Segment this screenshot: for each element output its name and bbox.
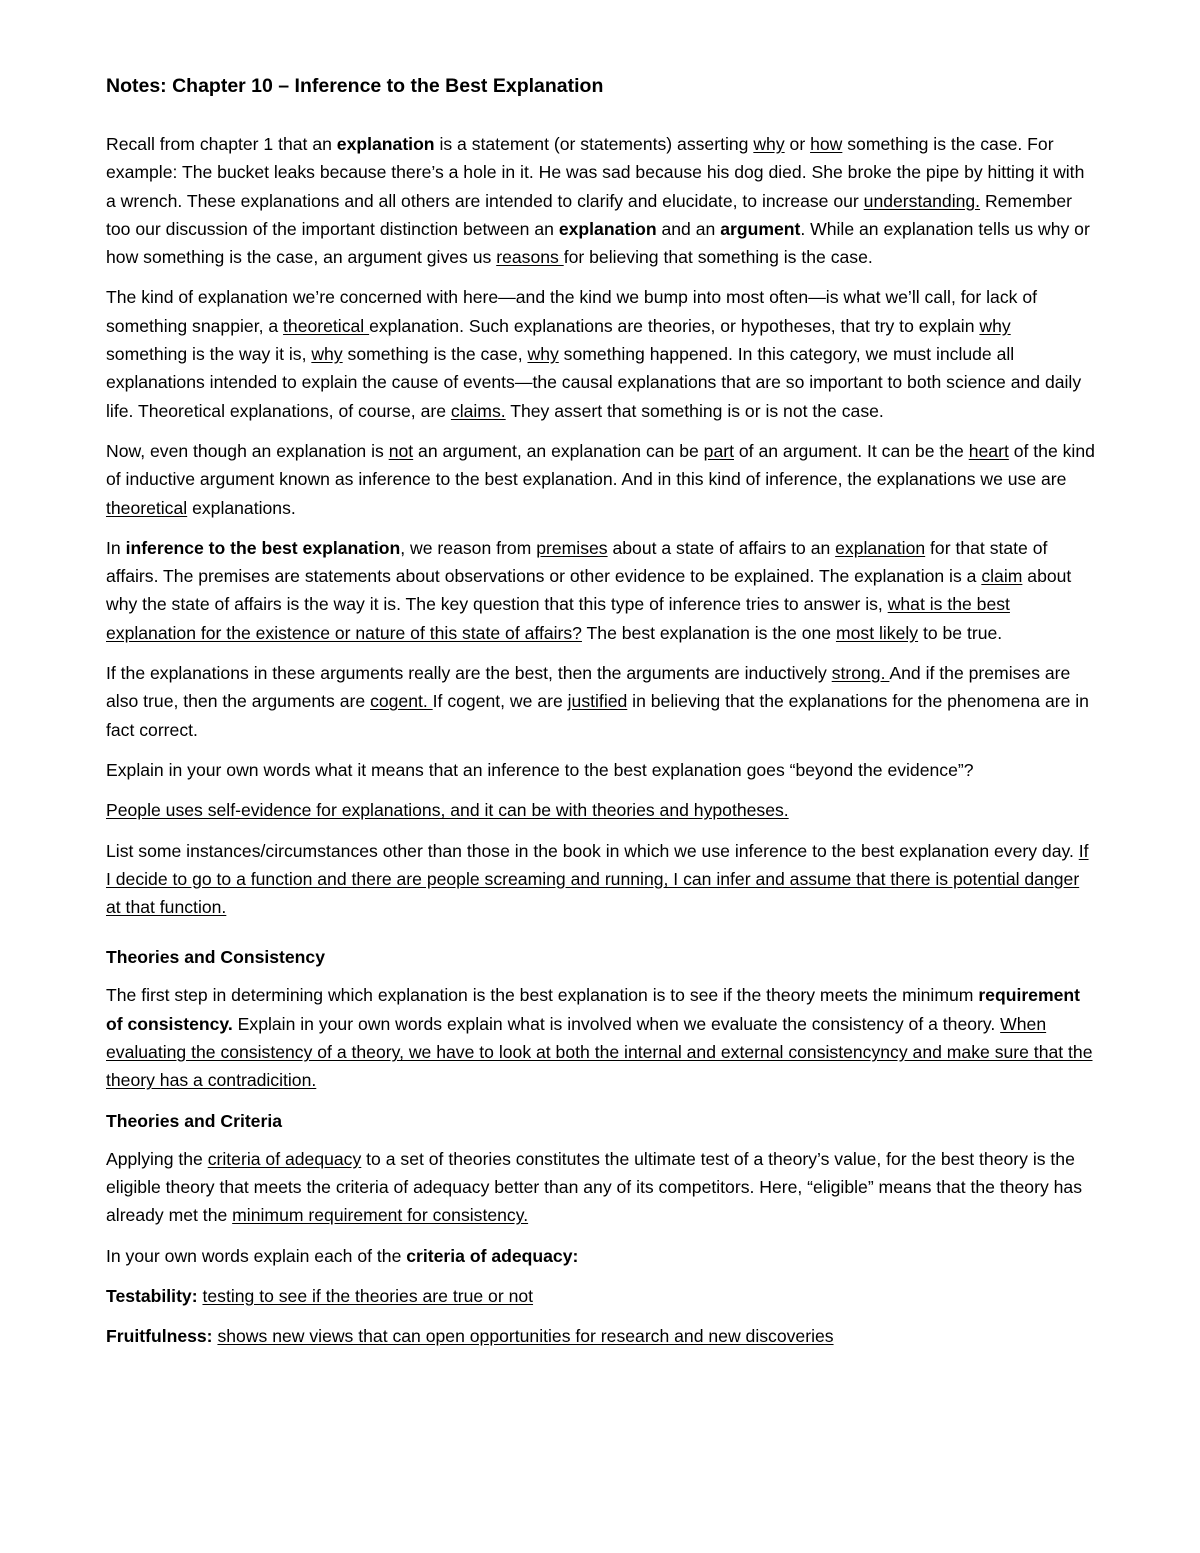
underlined-term: explanation <box>835 537 926 558</box>
text-span: In <box>106 537 126 558</box>
underlined-term: why <box>527 344 559 365</box>
answer-text: If I decide to go to a function and there are people screaming and running, I can infer and assume that there is potential danger at that function. <box>106 840 1089 918</box>
text-span: and an <box>656 218 721 239</box>
text-span: In your own words explain each of the <box>106 1245 407 1266</box>
text-span: If the explanations in these arguments really are the best, then the arguments are inductively <box>106 663 832 684</box>
paragraph-criteria-intro <box>106 1242 1096 1270</box>
criterion-testability <box>106 1282 1096 1310</box>
answer-text: testing to see if the theories are true or not <box>202 1285 534 1306</box>
bold-term: inference to the best explanation <box>125 537 401 558</box>
answer-text: When evaluating the consistency of a theory, we have to look at both the internal and external consistencyncy and make sure that the theory has a contradicition. <box>106 1013 1093 1091</box>
text-span: The kind of explanation we’re concerned with here—and the kind we bump into most often—is what we’ll call, for lack of something snappier, a <box>106 287 1037 336</box>
underlined-term: reasons <box>496 247 564 268</box>
underlined-term: not <box>388 440 414 461</box>
answer-beyond-evidence <box>106 796 1096 824</box>
bold-term: explanation <box>558 218 657 239</box>
underlined-term: how <box>810 134 843 154</box>
section-heading-criteria: Theories and Criteria <box>106 1110 282 1131</box>
text-span: explanation. Such explanations are theories, or hypotheses, that try to explain <box>369 315 980 336</box>
underlined-term: understanding. <box>863 190 981 211</box>
paragraph-inference-definition <box>106 534 1096 647</box>
bold-term: criteria of adequacy: <box>406 1245 579 1266</box>
underlined-term: claim <box>981 566 1023 587</box>
text-span: . While an explanation tells us why or how something is the case, an argument gives us <box>106 218 1090 268</box>
paragraph-explanation-intro <box>106 130 1096 271</box>
text-span: , we reason from <box>400 537 537 558</box>
underlined-term: why <box>979 315 1011 336</box>
bold-term: explanation <box>336 134 435 154</box>
underlined-term: what is the best explanation for the existence or nature of this state of affairs? <box>106 594 1010 643</box>
text-span: is a statement (or statements) asserting <box>434 134 754 154</box>
criterion-fruitfulness <box>106 1322 1096 1350</box>
question-beyond-evidence: Explain in your own words what it means that an inference to the best explanation goes “beyond the evidence”? <box>106 759 974 780</box>
text-span: Applying the <box>106 1148 208 1169</box>
underlined-term: minimum requirement for consistency. <box>232 1205 529 1226</box>
text-span: something happened. In this category, we must include all explanations intended to explain the cause of events—the causal explanations that are so important to both science and daily life. Theoretical explanations, of course, are <box>106 344 1082 421</box>
text-span: And if the premises are also true, then the arguments are <box>106 663 1071 712</box>
underlined-term: most likely <box>835 622 919 643</box>
underlined-term: justified <box>567 691 628 712</box>
paragraph-strong-cogent <box>106 659 1096 744</box>
answer-text: People uses self-evidence for explanations, and it can be with theories and hypotheses. <box>106 800 789 821</box>
document-page <box>106 72 1096 1362</box>
text-span: an argument, an explanation can be <box>413 440 704 461</box>
text-span: something is the way it is, <box>106 344 312 365</box>
criterion-label: Testability: <box>106 1285 198 1306</box>
paragraph-consistency <box>106 981 1096 1094</box>
underlined-term: part <box>703 440 734 461</box>
criterion-label: Fruitfulness: <box>106 1326 213 1347</box>
text-span: Now, even though an explanation is <box>106 440 389 461</box>
underlined-term: heart <box>968 440 1009 461</box>
text-span: to a set of theories constitutes the ultimate test of a theory’s value, for the best theory is the eligible theory that meets the criteria of adequacy better than any of its competitors. Here, “eligible” means that the theory has already met the <box>106 1148 1082 1226</box>
underlined-term: premises <box>536 537 608 558</box>
text-span: Recall from chapter 1 that an <box>106 134 337 154</box>
text-span: for that state of affairs. The premises are statements about observations or other evidence to be explained. The explanation is a <box>106 537 1048 587</box>
text-span: explanations. <box>187 497 296 518</box>
underlined-term: why <box>311 344 343 365</box>
text-span: something is the case, <box>342 344 528 365</box>
text-span: or <box>784 134 811 154</box>
text-span: Remember too our discussion of the important distinction between an <box>106 190 1072 239</box>
text-span: to be true. <box>918 622 1003 643</box>
text-span: something is the case. For example: The bucket leaks because there’s a hole in it. He was sad because his dog died. She broke the pipe by hitting it with a wrench. These explanations and all others are intended to clarify and elucidate, to increase our <box>106 134 1085 211</box>
text-span: in believing that the explanations for the phenomena are in fact correct. <box>106 691 1089 740</box>
answer-text: shows new views that can open opportunities for research and new discoveries <box>217 1326 834 1347</box>
page-title: Notes: Chapter 10 – Inference to the Best Explanation <box>106 75 604 97</box>
text-span: If cogent, we are <box>432 691 568 712</box>
question-everyday-instances <box>106 837 1096 922</box>
text-span: of an argument. It can be the <box>734 440 969 461</box>
text-span: List some instances/circumstances other than those in the book in which we use inference to the best explanation every day. <box>106 840 1079 861</box>
underlined-term: cogent. <box>370 691 433 712</box>
underlined-term: claims. <box>450 400 506 421</box>
underlined-term: theoretical <box>106 497 188 518</box>
text-span: for believing that something is the case. <box>563 247 873 268</box>
text-span: Explain in your own words explain what is involved when we evaluate the consistency of a theory. <box>232 1013 1001 1034</box>
text-span: about why the state of affairs is the way it is. The key question that this type of inference tries to answer is, <box>106 566 1072 615</box>
bold-term: argument <box>720 218 801 239</box>
paragraph-explanation-argument <box>106 437 1096 522</box>
bold-term: requirement of consistency. <box>106 985 1080 1034</box>
text-span: The best explanation is the one <box>581 622 836 643</box>
text-span: The first step in determining which explanation is the best explanation is to see if the theory meets the minimum <box>106 985 979 1006</box>
section-heading-consistency: Theories and Consistency <box>106 947 326 968</box>
paragraph-theoretical-explanation <box>106 283 1096 424</box>
underlined-term: criteria of adequacy <box>207 1148 362 1169</box>
text-span: They assert that something is or is not the case. <box>505 400 884 421</box>
underlined-term: theoretical <box>283 315 370 336</box>
underlined-term: why <box>753 134 785 154</box>
underlined-term: strong. <box>831 663 890 684</box>
text-span: of the kind of inductive argument known as inference to the best explanation. And in this kind of inference, the explanations we use are <box>106 440 1095 490</box>
paragraph-criteria <box>106 1145 1096 1230</box>
text-span: about a state of affairs to an <box>607 537 836 558</box>
